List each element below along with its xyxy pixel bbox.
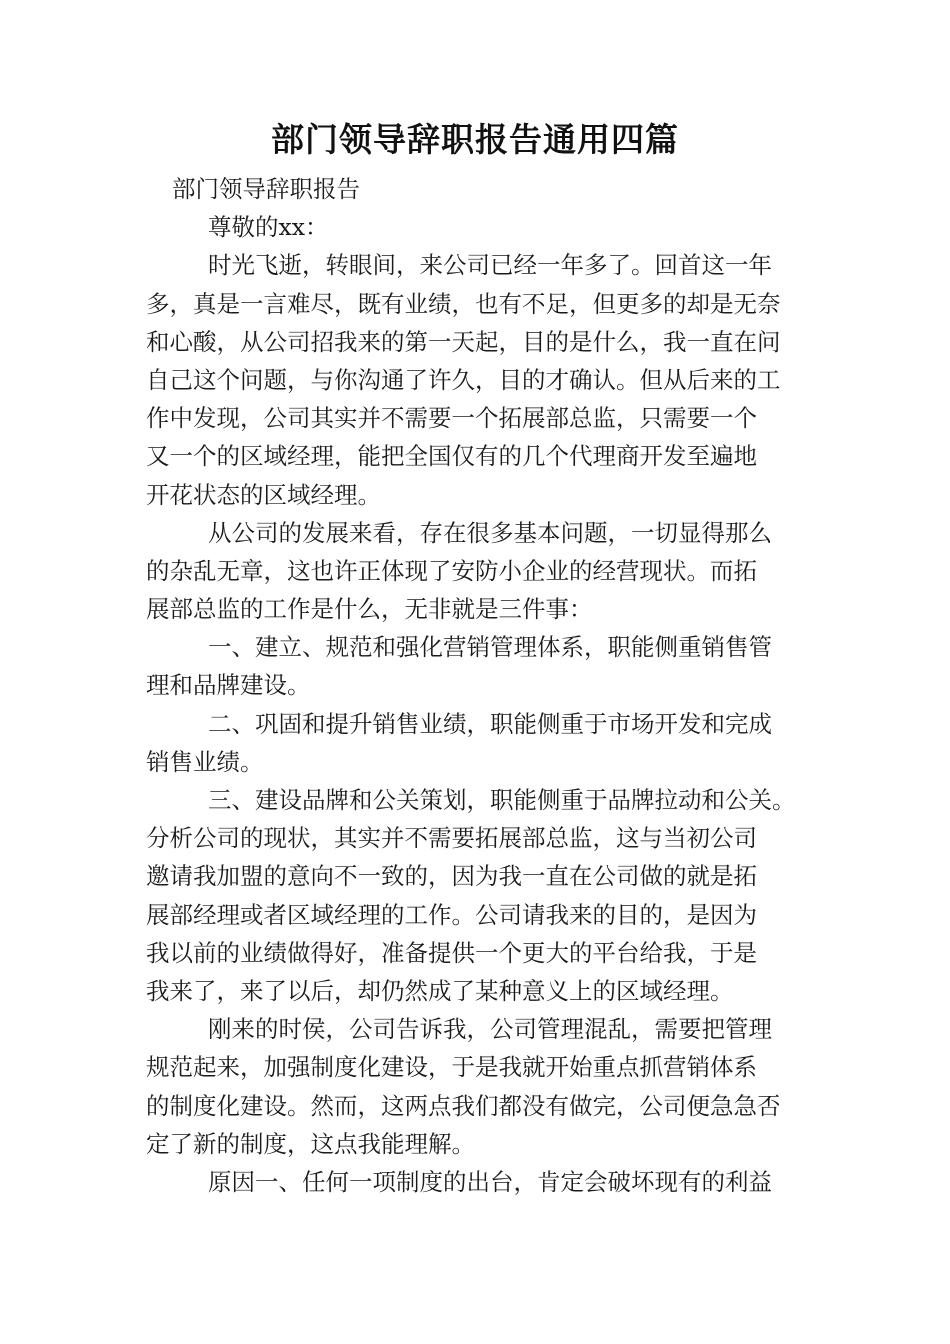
body-text-line: 从公司的发展来看，存在很多基本问题，一切显得那么 xyxy=(208,518,772,547)
body-text-line: 我来了，来了以后，却仍然成了某种意义上的区域经理。 xyxy=(146,976,734,1005)
body-text-line: 原因一、任何一项制度的出台，肯定会破坏现有的利益 xyxy=(208,1167,772,1196)
body-text-line: 自己这个问题，与你沟通了许久，目的才确认。但从后来的工 xyxy=(146,365,781,394)
body-text-line: 的制度化建设。然而，这两点我们都没有做完，公司便急急否 xyxy=(146,1091,781,1120)
body-text-line: 定了新的制度，这点我能理解。 xyxy=(146,1129,475,1158)
body-text-line: 邀请我加盟的意向不一致的，因为我一直在公司做的就是拓 xyxy=(146,862,757,891)
document-body xyxy=(146,170,810,1201)
document-title: 部门领导辞职报告通用四篇 xyxy=(271,120,679,159)
body-text-line: 的杂乱无章，这也许正体现了安防小企业的经营现状。而拓 xyxy=(146,556,757,585)
body-text-line: 时光飞逝，转眼间，来公司已经一年多了。回首这一年 xyxy=(208,251,772,280)
body-text-line: 一、建立、规范和强化营销管理体系，职能侧重销售管 xyxy=(208,633,772,662)
body-text-line: 二、巩固和提升销售业绩，职能侧重于市场开发和完成 xyxy=(208,709,772,738)
body-text-line: 开花状态的区域经理。 xyxy=(146,480,381,509)
body-text-line: 我以前的业绩做得好，准备提供一个更大的平台给我，于是 xyxy=(146,938,757,967)
body-text-line: 作中发现，公司其实并不需要一个拓展部总监，只需要一个 xyxy=(146,404,757,433)
salutation-line: 尊敬的xx： xyxy=(208,213,329,242)
body-text-line: 展部经理或者区域经理的工作。公司请我来的目的，是因为 xyxy=(146,900,757,929)
body-text-line: 理和品牌建设。 xyxy=(146,671,311,700)
body-text-line: 销售业绩。 xyxy=(146,747,264,776)
body-text-line: 和心酸，从公司招我来的第一天起，目的是什么，我一直在问 xyxy=(146,327,781,356)
document-subtitle: 部门领导辞职报告 xyxy=(172,175,360,203)
body-text-line: 分析公司的现状，其实并不需要拓展部总监，这与当初公司 xyxy=(146,824,757,853)
body-text-line: 展部总监的工作是什么，无非就是三件事： xyxy=(146,595,593,624)
body-text-line: 又一个的区域经理，能把全国仅有的几个代理商开发至遍地 xyxy=(146,442,757,471)
body-text-line: 多，真是一言难尽，既有业绩，也有不足，但更多的却是无奈 xyxy=(146,289,781,318)
body-text-line: 规范起来，加强制度化建设，于是我就开始重点抓营销体系 xyxy=(146,1053,757,1082)
body-text-line: 刚来的时侯，公司告诉我，公司管理混乱，需要把管理 xyxy=(208,1015,772,1044)
body-text-line: 三、建设品牌和公关策划，职能侧重于品牌拉动和公关。 xyxy=(208,786,796,814)
